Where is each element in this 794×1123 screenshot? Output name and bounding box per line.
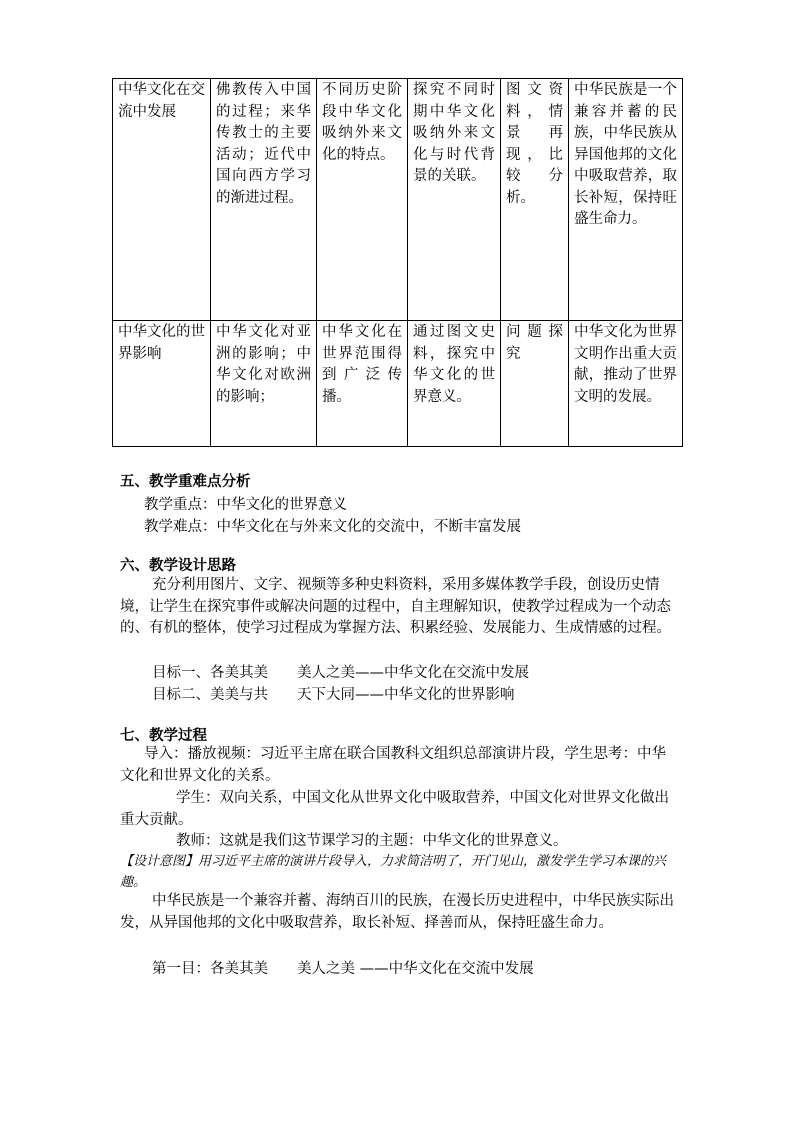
table-row <box>113 321 683 447</box>
table-cell-value: 中华文化为世界文明作出重大贡献，推动了世界文明的发展。 <box>569 321 683 447</box>
table-row <box>113 79 683 321</box>
difficult-point-text: 教学难点：中华文化在与外来文化的交流中，不断丰富发展 <box>144 519 521 535</box>
table-cell-method: 图文资料，情景再现，比较分析。 <box>501 79 569 321</box>
table-cell-content: 中华文化对亚洲的影响；中华文化对欧洲的影响； <box>211 321 317 447</box>
table-cell-goal: 探究不同时期中华文化吸纳外来文化与时代背景的关联。 <box>408 79 501 321</box>
lesson-plan-table <box>112 78 683 447</box>
first-item-line: 第一目：各美其美 美人之美 ——中华文化在交流中发展 <box>152 961 534 977</box>
table-cell-content: 佛教传入中国的过程；来华传教士的主要活动；近代中国向西方学习的渐进过程。 <box>211 79 317 321</box>
key-point-text: 教学重点：中华文化的世界意义 <box>144 497 347 513</box>
section-heading: 五、教学重难点分析 <box>120 474 251 490</box>
design-paragraph: 充分利用图片、文字、视频等多种史料资料，采用多媒体教学手段，创设历史情境，让学生在探究事件或解决问题的过程中，自主理解知识，使教学过程成为一个动态的、有机的整体，使学习过程成为掌握方法、积累经验、发展能力、生成情感的过程。 <box>120 577 671 636</box>
goal-line: 目标一、各美其美 美人之美——中华文化在交流中发展 <box>152 665 529 681</box>
goal-line: 目标二、美美与共 天下大同——中华文化的世界影响 <box>152 687 515 703</box>
design-intent-note: 【设计意图】用习近平主席的演讲片段导入，力求简洁明了，开门见山，激发学生学习本课的兴趣。 <box>120 854 667 890</box>
table-cell-goal: 中华文化在世界范围得到广泛传播。 <box>317 321 408 447</box>
table-cell-goal: 不同历史阶段中华文化吸纳外来文化的特点。 <box>317 79 408 321</box>
table-cell-value: 中华民族是一个兼容并蓄的民族，中华民族从异国他邦的文化中吸取营养，取长补短，保持旺盛生命力。 <box>569 79 683 321</box>
history-paragraph: 中华民族是一个兼容并蓄、海纳百川的民族，在漫长历史进程中，中华民族实际出发，从异国他邦的文化中吸取营养，取长补短、择善而从，保持旺盛生命力。 <box>120 893 674 931</box>
section-heading: 七、教学过程 <box>120 728 207 744</box>
table-cell-topic: 中华文化在交流中发展 <box>113 79 211 321</box>
section-heading: 六、教学设计思路 <box>120 558 236 574</box>
table-cell-topic: 中华文化的世界影响 <box>113 321 211 447</box>
teacher-line: 教师：这就是我们这节课学习的主题：中华文化的世界意义。 <box>176 833 568 849</box>
table-cell-goal: 通过图文史料，探究中华文化的世界意义。 <box>408 321 501 447</box>
table-cell-method: 问题探究 <box>501 321 569 447</box>
intro-paragraph: 导入：播放视频：习近平主席在联合国教科文组织总部演讲片段，学生思考：中华文化和世界文化的关系。 <box>120 746 666 784</box>
student-paragraph: 学生：双向关系，中国文化从世界文化中吸取营养，中国文化对世界文化做出重大贡献。 <box>120 790 669 828</box>
